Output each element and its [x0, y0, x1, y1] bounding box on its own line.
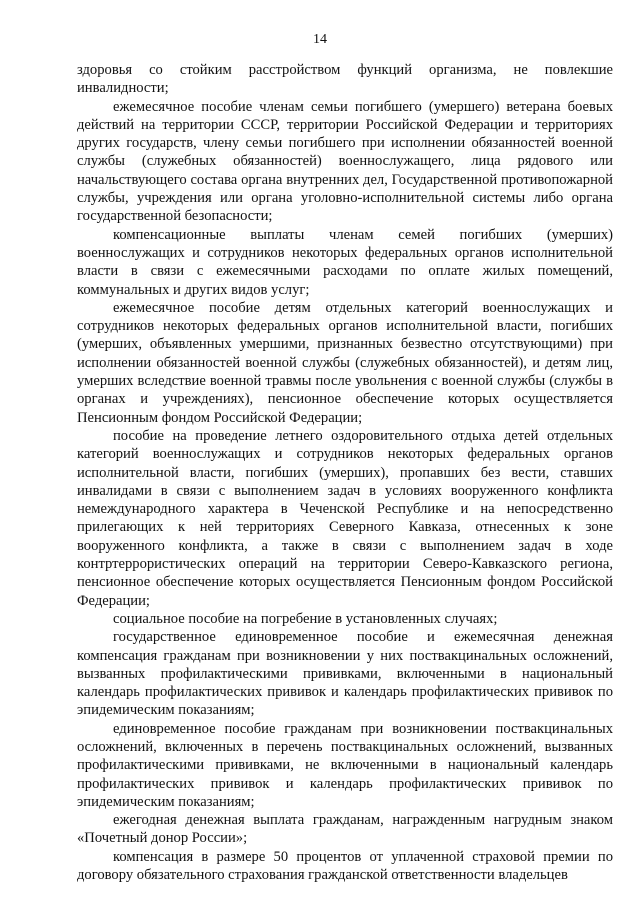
- paragraph: компенсационные выплаты членам семей погибших (умерших) военнослужащих и сотрудников некоторых федеральных органов исполнительной власти в связи с ежемесячными расходами по оплате жилых помещений, коммунальных и других видов услуг;: [77, 226, 613, 298]
- paragraph: ежегодная денежная выплата гражданам, награжденным нагрудным знаком «Почетный донор России»;: [77, 812, 613, 847]
- paragraph: пособие на проведение летнего оздоровительного отдыха детей отдельных категорий военнослужащих и сотрудников некоторых федеральных органов исполнительной власти, погибших (умерших), пропавших без вести, ставших инвалидами в связи с выполнением задач в условиях вооруженного конфликта немеждународного характера в Чеченской Республике и на непосредственно прилегающих к ней территориях Северного Кавказа, отнесенных к зоне вооруженного конфликта, а также в связи с выполнением задач в ходе контртеррористических операций на территории Северо-Кавказского региона, пенсионное обеспечение которых осуществляется Пенсионным фондом Российской Федерации;: [77, 427, 613, 609]
- paragraph: ежемесячное пособие детям отдельных категорий военнослужащих и сотрудников некоторых федеральных органов исполнительной власти, погибших (умерших, объявленных умершими, признанных безвестно отсутствующими) при исполнении обязанностей военной службы (служебных обязанностей), и детям лиц, умерших вследствие военной травмы после увольнения с военной службы (службы в органах и учреждениях), пенсионное обеспечение которых осуществляется Пенсионным фондом Российской Федерации;: [77, 299, 613, 426]
- paragraph: здоровья со стойким расстройством функций организма, не повлекшие инвалидности;: [77, 62, 613, 97]
- paragraph: единовременное пособие гражданам при возникновении поствакцинальных осложнений, включенных в перечень поствакцинальных осложнений, вызванных профилактическими прививками, не включенными в национальный календарь профилактических прививок и календарь профилактических прививок по эпидемическим показаниям;: [77, 720, 613, 810]
- page-number: 14: [313, 32, 327, 47]
- paragraph: ежемесячное пособие членам семьи погибшего (умершего) ветерана боевых действий на территории СССР, территории Российской Федерации и территориях других государств, члену семьи погибшего при исполнении обязанностей военной службы (служебных обязанностей) военнослужащего, лица рядового или начальствующего состава органа внутренних дел, Государственной противопожарной службы, учреждения или органа уголовно-исполнительной системы либо органа государственной безопасности;: [77, 98, 613, 225]
- paragraph: компенсация в размере 50 процентов от уплаченной страховой премии по договору обязательного страхования гражданской ответственности владельцев: [77, 848, 613, 884]
- paragraph: социальное пособие на погребение в установленных случаях;: [113, 610, 498, 627]
- paragraph: государственное единовременное пособие и ежемесячная денежная компенсация гражданам при возникновении у них поствакцинальных осложнений, вызванных профилактическими прививками, включенными в национальный календарь профилактических прививок и календарь профилактических прививок по эпидемическим показаниям;: [77, 629, 613, 719]
- body-text: [77, 61, 613, 884]
